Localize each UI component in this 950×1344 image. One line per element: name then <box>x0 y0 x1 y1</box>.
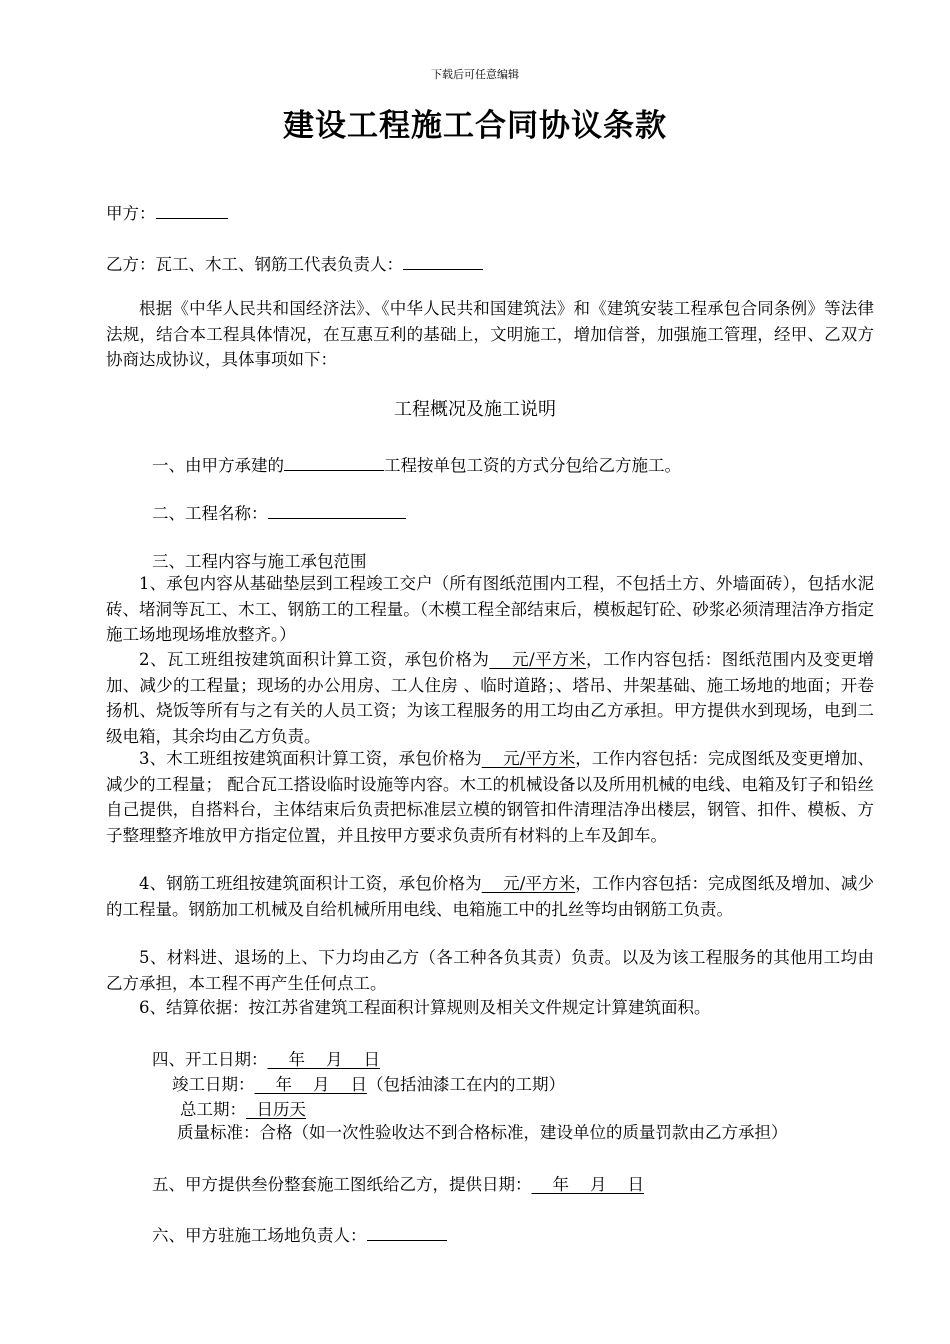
start-date-value: 年 月 日 <box>267 1050 380 1069</box>
item-4-after: ，工作内容包括：完成图纸及增加、减少的工程量。钢筋加工机械及自给机械所用电线、电箱施工中的扎丝等均由钢筋工负责。 <box>106 874 875 919</box>
party-b-blank[interactable] <box>403 255 483 270</box>
end-date-value: 年 月 日 <box>254 1075 367 1094</box>
site-manager-label: 六、甲方驻施工场地负责人： <box>152 1226 367 1245</box>
clause-3-item-6: 6、结算依据：按江苏省建筑工程面积计算规则及相关文件规定计算建筑面积。 <box>139 998 711 1017</box>
item-3-before: 3、木工班组按建筑面积计算工资，承包价格为 <box>139 749 482 768</box>
party-a-label: 甲方： <box>106 204 156 223</box>
total-duration-line <box>180 1096 306 1120</box>
party-a-blank[interactable] <box>156 204 228 219</box>
project-name-label: 二、工程名称： <box>152 504 268 523</box>
section-title: 工程概况及施工说明 <box>394 399 556 420</box>
clause-1-after: 工程按单包工资的方式分包给乙方施工。 <box>384 456 681 475</box>
masonry-price: 元/平方米 <box>489 650 587 669</box>
item-3-after: ，工作内容包括：完成图纸及变更增加、减少的工程量； 配合瓦工搭设临时设施等内容。木工的机械设备以及所用机械的电线、电箱及钉子和铅丝自己提供，自搭料台，主体结束后负责把标准层立模的钢管扣件清理洁净出楼层，钢管、扣件、模板、方子整理整齐堆放甲方指定位置，并且按甲方要求负责所有材料的上车及卸车。 <box>106 749 875 845</box>
site-manager-blank[interactable] <box>367 1226 447 1241</box>
clause-1 <box>152 452 681 476</box>
clause-5-label: 五、甲方提供叁份整套施工图纸给乙方，提供日期： <box>152 1175 532 1194</box>
party-b-label: 乙方：瓦工、木工、钢筋工代表负责人： <box>106 255 403 274</box>
header-note: 下载后可任意编辑 <box>431 68 519 81</box>
party-a-line <box>106 200 228 224</box>
document-title: 建设工程施工合同协议条款 <box>283 108 667 144</box>
drawings-date: 年 月 日 <box>531 1175 644 1194</box>
item-4-before: 4、钢筋工班组按建筑面积计工资，承包价格为 <box>139 874 482 893</box>
clause-5 <box>152 1171 644 1195</box>
carpentry-price: 元/平方米 <box>481 749 576 768</box>
end-date-note: （包括油漆工在内的工期） <box>366 1075 565 1094</box>
clause-6 <box>152 1222 447 1246</box>
total-duration-value: 日历天 <box>246 1100 306 1119</box>
clause-3-item-1: 1、承包内容从基础垫层到工程竣工交户（所有图纸范围内工程，不包括土方、外墙面砖），包括水泥砖、堵洞等瓦工、木工、钢筋工的工程量。（木模工程全部结束后，模板起钉砼、砂浆必须清理洁净方指定施工场地现场堆放整齐。） <box>106 574 874 644</box>
quality-standard: 质量标准：合格（如一次性验收达不到合格标准，建设单位的质量罚款由乙方承担） <box>176 1123 788 1142</box>
end-date-label: 竣工日期： <box>172 1075 255 1094</box>
clause-3-item-5: 5、材料进、退场的上、下力均由乙方（各工种各负其责）负责。以及为该工程服务的其他用工均由乙方承担，本工程不再产生任何点工。 <box>106 948 874 993</box>
party-b-line <box>106 251 483 275</box>
item-2-after: ，工作内容包括：图纸范围内及变更增加、减少的工程量；现场的办公用房、工人住房 、临时道路；、塔吊、井架基础、施工场地的地面；开卷扬机、烧饭等所有与之有关的人员工资；为该工程服务的用工均由乙方承担。甲方提供水到现场，电到二级电箱，其余均由乙方负责。 <box>106 650 875 746</box>
rebar-price: 元/平方米 <box>481 874 576 893</box>
item-2-before: 2、瓦工班组按建筑面积计算工资，承包价格为 <box>139 650 490 669</box>
clause-2 <box>152 500 406 524</box>
start-date-label: 四、开工日期： <box>152 1050 268 1069</box>
clause-3-item-3 <box>106 746 874 848</box>
start-date-line <box>152 1046 380 1070</box>
clause-1-before: 一、由甲方承建的 <box>152 456 284 475</box>
total-duration-label: 总工期： <box>180 1100 246 1119</box>
clause-3-item-2 <box>106 647 874 749</box>
intro-paragraph: 根据《中华人民共和国经济法》、《中华人民共和国建筑法》和《建筑安装工程承包合同条例》等法律法规，结合本工程具体情况，在互惠互利的基础上，文明施工，增加信誉，加强施工管理，经甲、乙双方协商达成协议，具体事项如下： <box>106 299 874 369</box>
clause-3-item-4 <box>106 871 874 922</box>
project-name-blank[interactable] <box>268 504 406 519</box>
end-date-line <box>172 1071 565 1095</box>
project-blank[interactable] <box>284 456 384 471</box>
clause-3-heading: 三、工程内容与施工承包范围 <box>152 552 367 571</box>
